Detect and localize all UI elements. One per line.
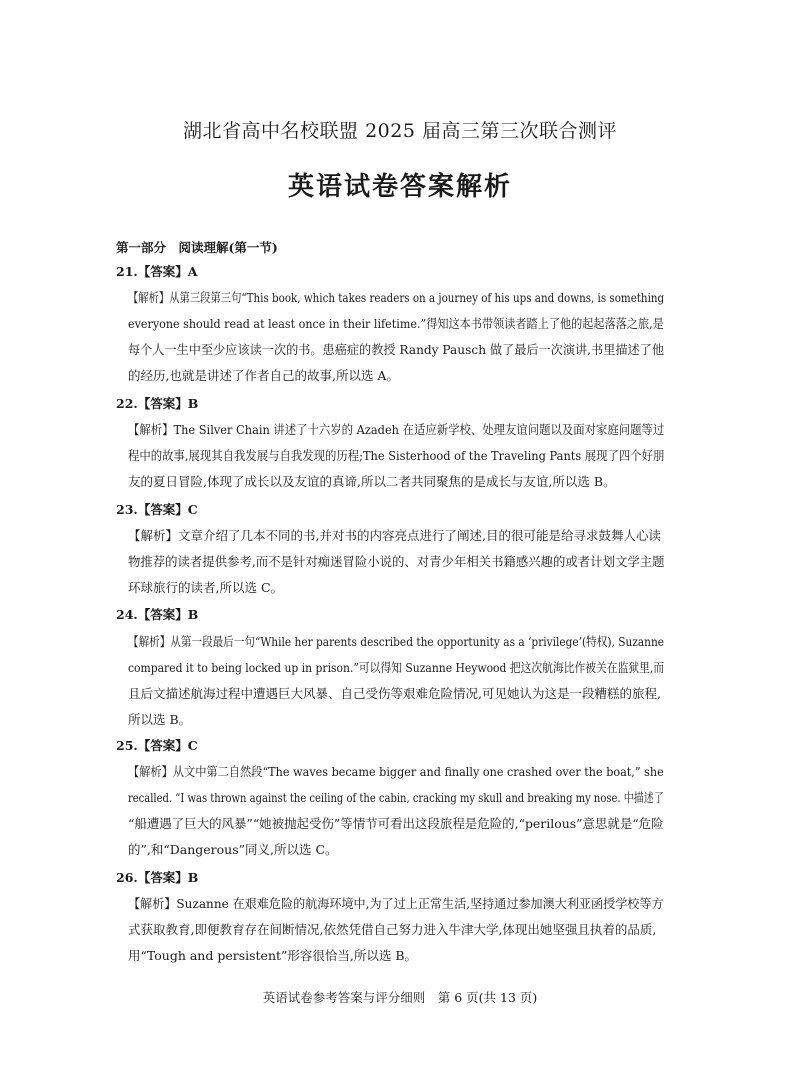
q25-analysis-line-2: recalled. “I was thrown against the ceiling of the cabin, cracking my skull and breaking my nose. 中描述了 [128,790,664,805]
q22-analysis-line-2: 程中的故事,展现其自我发展与自我发现的历程;The Sisterhood of the Traveling Pants 展现了四个好朋 [128,448,665,463]
q26-analysis-line-1: 【解析】Suzanne 在艰难危险的航海环境中,为了过上正常生活,坚持通过参加澳大利亚函授学校等方 [128,896,664,911]
q26-answer: 26.【答案】B [116,870,199,885]
exam-title: 湖北省高中名校联盟 2025 届高三第三次联合测评 [183,120,617,142]
q26-analysis-line-2: 式获取教育,即便教育存在间断情况,依然凭借自己努力进入牛津大学,体现出她坚强且执着的品质, [128,922,657,937]
q21-analysis-line-3: 每个人一生中至少应该读一次的书。患癌症的教授 Randy Pausch 做了最后一次演讲,书里描述了他 [128,342,664,357]
page-footer: 英语试卷参考答案与评分细则 第 6 页(共 13 页) [262,990,538,1005]
q23-answer: 23.【答案】C [116,502,198,517]
q25-answer: 25.【答案】C [116,738,198,753]
q21-answer: 21.【答案】A [116,264,198,279]
section-heading: 第一部分 阅读理解(第一节) [116,240,278,255]
q24-analysis-line-2: compared it to being locked up in prison.”可以得知 Suzanne Heywood 把这次航海比作被关在监狱里,而 [128,660,665,675]
q21-analysis-line-4: 的经历,也就是讲述了作者自己的故事,所以选 A。 [128,368,399,383]
q24-answer: 24.【答案】B [116,607,199,622]
q24-analysis-line-4: 所以选 B。 [128,712,192,727]
q25-analysis-line-1: 【解析】从文中第二自然段“The waves became bigger and finally one crashed over the boat,” she [128,764,664,779]
q22-analysis-line-3: 友的夏日冒险,体现了成长以及友谊的真谛,所以二者共同聚焦的是成长与友谊,所以选 B。 [128,474,616,489]
q25-analysis-line-4: 的”,和“Dangerous”同义,所以选 C。 [128,842,338,857]
q23-analysis-line-3: 环球旅行的读者,所以选 C。 [128,580,284,595]
answer-key-title: 英语试卷答案解析 [287,172,512,202]
q21-analysis-line-1: 【解析】从第三段第三句“This book, which takes readers on a journey of his ups and downs, is something [128,290,665,305]
q22-analysis-line-1: 【解析】The Silver Chain 讲述了十六岁的 Azadeh 在适应新学校、处理友谊问题以及面对家庭问题等过 [128,422,665,437]
q24-analysis-line-1: 【解析】从第一段最后一句“While her parents described the opportunity as a ‘privilege’(特权), Suzanne [128,634,665,649]
q26-analysis-line-3: 用“Tough and persistent”形容很恰当,所以选 B。 [128,948,418,963]
q23-analysis-line-1: 【解析】文章介绍了几本不同的书,并对书的内容亮点进行了阐述,目的很可能是给寻求鼓舞人心读 [128,528,661,543]
q22-answer: 22.【答案】B [116,396,199,411]
q25-analysis-line-3: “船遭遇了巨大的风暴”“她被抛起受伤”等情节可看出这段旅程是危险的,“perilous”意思就是“危险 [128,816,664,831]
q23-analysis-line-2: 物推荐的读者提供参考,而不是针对痴迷冒险小说的、对青少年相关书籍感兴趣的或者计划文学主题 [128,554,665,569]
q21-analysis-line-2: everyone should read at least once in their lifetime.”得知这本书带领读者踏上了他的起起落落之旅,是 [128,316,664,331]
q24-analysis-line-3: 且后文描述航海过程中遭遇巨大风暴、自己受伤等艰难危险情况,可见她认为这是一段糟糕的旅程, [128,686,661,701]
